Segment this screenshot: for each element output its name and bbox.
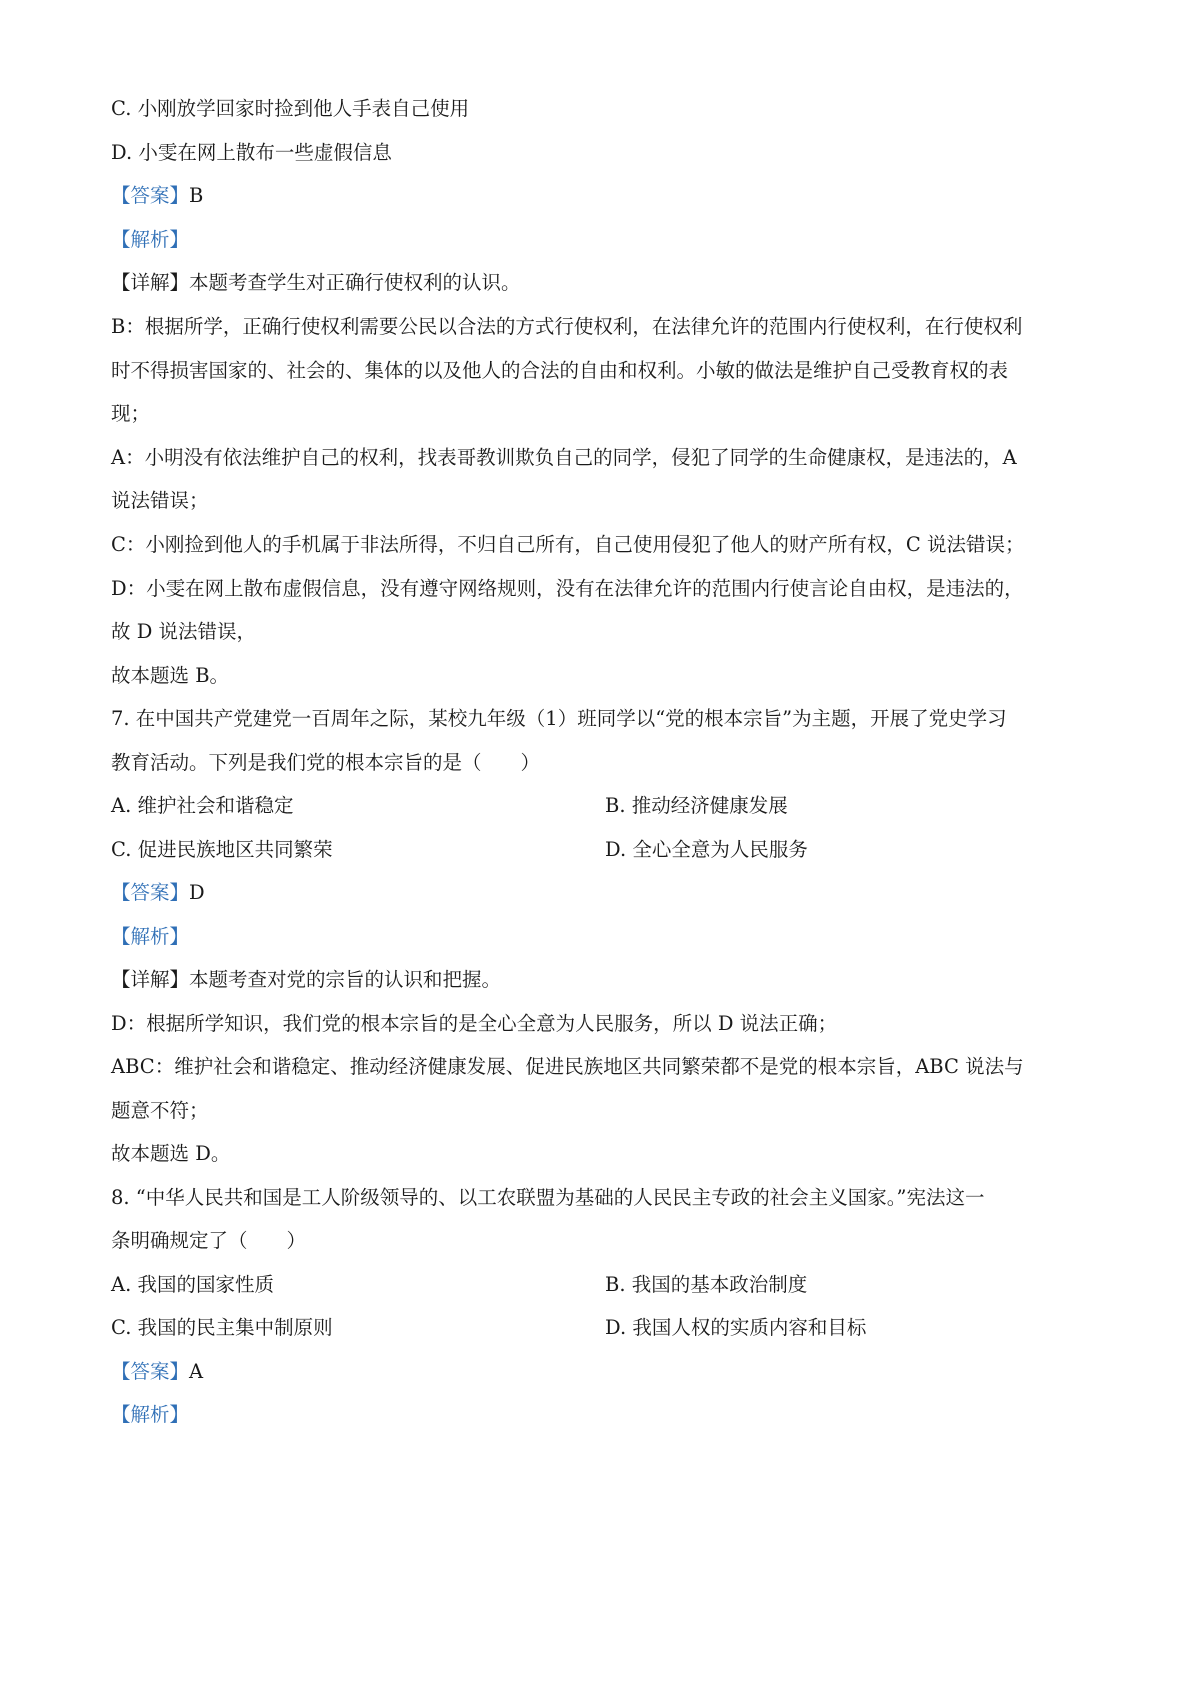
detail-text: 本题考查学生对正确行使权利的认识。 xyxy=(189,271,521,294)
question-8-stem-cont: 条明确规定了（ ） xyxy=(111,1229,307,1252)
question-8-option-a: A. 我国的国家性质 xyxy=(111,1273,274,1296)
prev-option-c: C. 小刚放学回家时捡到他人手表自己使用 xyxy=(111,97,470,120)
question-7-option-a: A. 维护社会和谐稳定 xyxy=(111,794,294,817)
conclusion-line: 故本题选 B。 xyxy=(111,664,230,687)
answer-tag: 【答案】 xyxy=(111,184,190,207)
explanation-line: 题意不符； xyxy=(111,1099,209,1122)
explanation-line: 说法错误； xyxy=(111,489,209,512)
explanation-line: D：小雯在网上散布虚假信息，没有遵守网络规则，没有在法律允许的范围内行使言论自由权，是违法的， xyxy=(111,577,1024,600)
conclusion-line: 故本题选 D。 xyxy=(111,1142,231,1165)
question-8-stem: 8. “中华人民共和国是工人阶级领导的、以工农联盟为基础的人民民主专政的社会主义国家。”宪法这一 xyxy=(111,1186,985,1209)
question-8-option-d: D. 我国人权的实质内容和目标 xyxy=(605,1316,867,1339)
detail-line xyxy=(111,967,1101,993)
question-8-answer-line xyxy=(111,1359,1101,1385)
detail-text: 本题考查对党的宗旨的认识和把握。 xyxy=(189,968,502,991)
question-7-option-c: C. 促进民族地区共同繁荣 xyxy=(111,838,333,861)
explanation-line: A：小明没有依法维护自己的权利，找表哥教训欺负自己的同学，侵犯了同学的生命健康权，是违法的，A xyxy=(111,446,1017,469)
analysis-tag: 【解析】 xyxy=(111,925,190,948)
analysis-tag: 【解析】 xyxy=(111,1403,190,1426)
explanation-line: ABC：维护社会和谐稳定、推动经济健康发展、促进民族地区共同繁荣都不是党的根本宗旨，ABC 说法与 xyxy=(111,1055,1024,1078)
prev-option-d: D. 小雯在网上散布一些虚假信息 xyxy=(111,141,392,164)
analysis-tag: 【解析】 xyxy=(111,228,190,251)
answer-value: B xyxy=(189,184,204,207)
question-8-option-b: B. 我国的基本政治制度 xyxy=(605,1273,808,1296)
explanation-line: D：根据所学知识，我们党的根本宗旨的是全心全意为人民服务，所以 D 说法正确； xyxy=(111,1012,838,1035)
detail-tag: 【详解】 xyxy=(111,968,190,991)
answer-tag: 【答案】 xyxy=(111,1360,190,1383)
question-7-answer-line xyxy=(111,880,1101,906)
answer-tag: 【答案】 xyxy=(111,881,190,904)
explanation-line: 时不得损害国家的、社会的、集体的以及他人的合法的自由和权利。小敏的做法是维护自己受教育权的表 xyxy=(111,359,1009,382)
question-7-stem: 7. 在中国共产党建党一百周年之际，某校九年级（1）班同学以“党的根本宗旨”为主题，开展了党史学习 xyxy=(111,707,1007,730)
question-7-option-b: B. 推动经济健康发展 xyxy=(605,794,788,817)
question-7-option-d: D. 全心全意为人民服务 xyxy=(605,838,808,861)
answer-value: A xyxy=(189,1360,204,1383)
detail-line xyxy=(111,270,1101,296)
explanation-line: 故 D 说法错误， xyxy=(111,620,257,643)
prev-answer-line xyxy=(111,183,1101,209)
answer-value: D xyxy=(189,881,205,904)
explanation-line: 现； xyxy=(111,402,151,425)
explanation-line: B：根据所学，正确行使权利需要公民以合法的方式行使权利，在法律允许的范围内行使权利，在行使权利 xyxy=(111,315,1023,338)
question-7-stem-cont: 教育活动。下列是我们党的根本宗旨的是（ ） xyxy=(111,751,541,774)
question-8-option-c: C. 我国的民主集中制原则 xyxy=(111,1316,333,1339)
detail-tag: 【详解】 xyxy=(111,271,190,294)
explanation-line: C：小刚捡到他人的手机属于非法所得，不归自己所有，自己使用侵犯了他人的财产所有权，C 说法错误； xyxy=(111,533,1025,556)
